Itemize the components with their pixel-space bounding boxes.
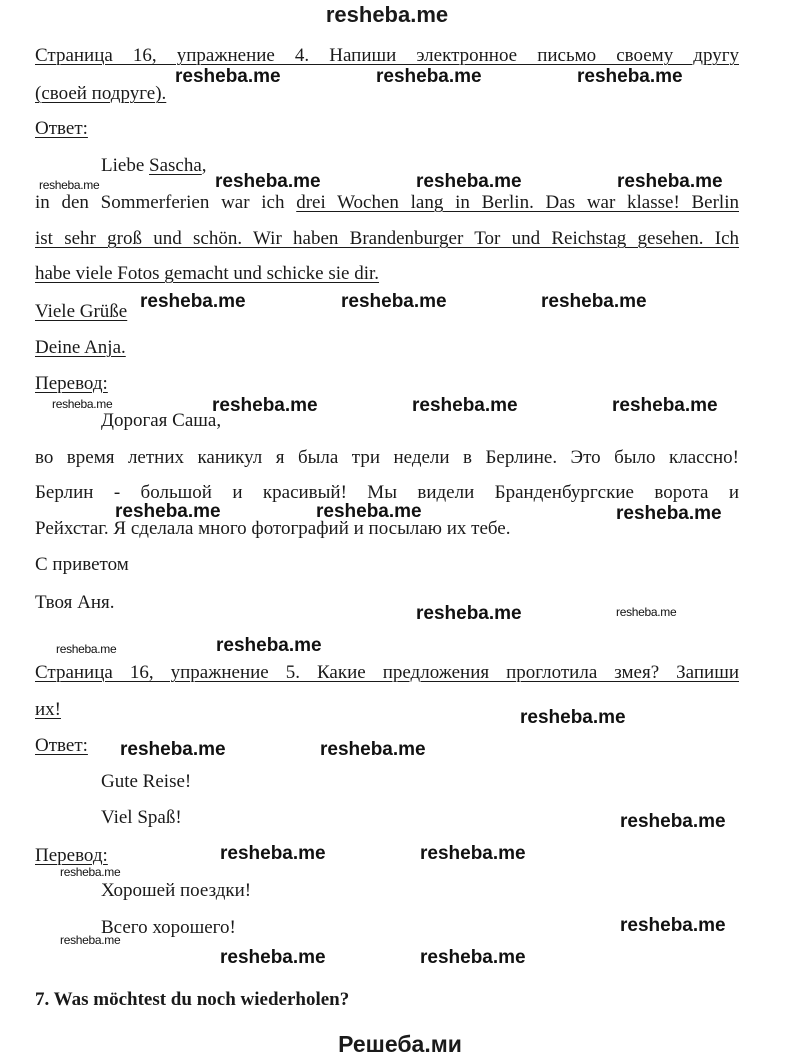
site-header: resheba.me [325, 2, 449, 27]
letter-line-2: ist sehr groß und schön. Wir haben Brandenburger Tor und Reichstag gesehen. Ich [35, 228, 739, 249]
watermark: resheba.me [616, 503, 722, 524]
exercise5-task-line2: их! [35, 699, 61, 720]
watermark: resheba.me [412, 395, 518, 416]
watermark: resheba.me [376, 66, 482, 87]
letter-line-3: habe viele Fotos gemacht und schicke sie dir. [35, 263, 380, 284]
translation-item: Всего хорошего! [101, 917, 236, 938]
translation-greeting: Дорогая Саша, [101, 410, 222, 431]
exercise4-answer-label: Ответ: [35, 118, 88, 139]
exercise5-task-line1: Страница 16, упражнение 5. Какие предложения проглотила змея? Запиши [35, 662, 739, 683]
watermark-small: resheba.me [616, 605, 677, 619]
site-footer: Решеба.ми [338, 1031, 462, 1057]
exercise4-task-line2: (своей подруге). [35, 83, 167, 104]
letter-line-1 [35, 192, 739, 214]
watermark: resheba.me [520, 707, 626, 728]
watermark: resheba.me [416, 171, 522, 192]
greeting-prefix: Liebe [101, 155, 150, 176]
translation-line-3: Рейхстаг. Я сделала много фотографий и посылаю их тебе. [35, 518, 511, 539]
exercise4-translation-label: Перевод: [35, 373, 108, 394]
watermark: resheba.me [620, 811, 726, 832]
letter-line-1-plain: in den Sommerferien war ich [35, 192, 297, 213]
watermark: resheba.me [140, 291, 246, 312]
exercise5-translation-label: Перевод: [35, 845, 108, 866]
watermark: resheba.me [320, 739, 426, 760]
answer-item: Viel Spaß! [101, 807, 182, 828]
watermark: resheba.me [115, 501, 221, 522]
translation-item: Хорошей поездки! [101, 880, 252, 901]
watermark: resheba.me [316, 501, 422, 522]
watermark-small: resheba.me [52, 397, 113, 411]
letter-greeting [101, 155, 207, 177]
translation-signature: Твоя Аня. [35, 592, 115, 613]
watermark-small: resheba.me [56, 642, 117, 656]
watermark-small: resheba.me [39, 178, 100, 192]
watermark-small: resheba.me [60, 933, 121, 947]
watermark: resheba.me [216, 635, 322, 656]
watermark: resheba.me [541, 291, 647, 312]
watermark-small: resheba.me [60, 865, 121, 879]
watermark: resheba.me [175, 66, 281, 87]
watermark: resheba.me [416, 603, 522, 624]
watermark: resheba.me [212, 395, 318, 416]
watermark: resheba.me [617, 171, 723, 192]
watermark: resheba.me [612, 395, 718, 416]
watermark: resheba.me [420, 843, 526, 864]
watermark: resheba.me [620, 915, 726, 936]
translation-closing: С приветом [35, 554, 129, 575]
watermark: resheba.me [577, 66, 683, 87]
section7-heading: 7. Was möchtest du noch wiederholen? [35, 989, 350, 1010]
watermark: resheba.me [120, 739, 226, 760]
watermark: resheba.me [420, 947, 526, 968]
watermark: resheba.me [220, 947, 326, 968]
letter-signature: Deine Anja. [35, 337, 126, 358]
greeting-comma: , [201, 155, 207, 176]
watermark: resheba.me [341, 291, 447, 312]
exercise5-answer-label: Ответ: [35, 735, 88, 756]
translation-line-1: во время летних каникул я была три недели в Берлине. Это было классно! [35, 447, 739, 468]
watermark: resheba.me [215, 171, 321, 192]
exercise4-task-line1: Страница 16, упражнение 4. Напиши электронное письмо своему другу [35, 45, 739, 66]
greeting-name: Sascha [149, 155, 202, 176]
letter-line-1-underlined: drei Wochen lang in Berlin. Das war klasse! Berlin [296, 192, 739, 213]
letter-closing: Viele Grüße [35, 301, 128, 322]
watermark: resheba.me [220, 843, 326, 864]
answer-item: Gute Reise! [101, 771, 192, 792]
translation-line-2: Берлин - большой и красивый! Мы видели Бранденбургские ворота и [35, 482, 739, 503]
